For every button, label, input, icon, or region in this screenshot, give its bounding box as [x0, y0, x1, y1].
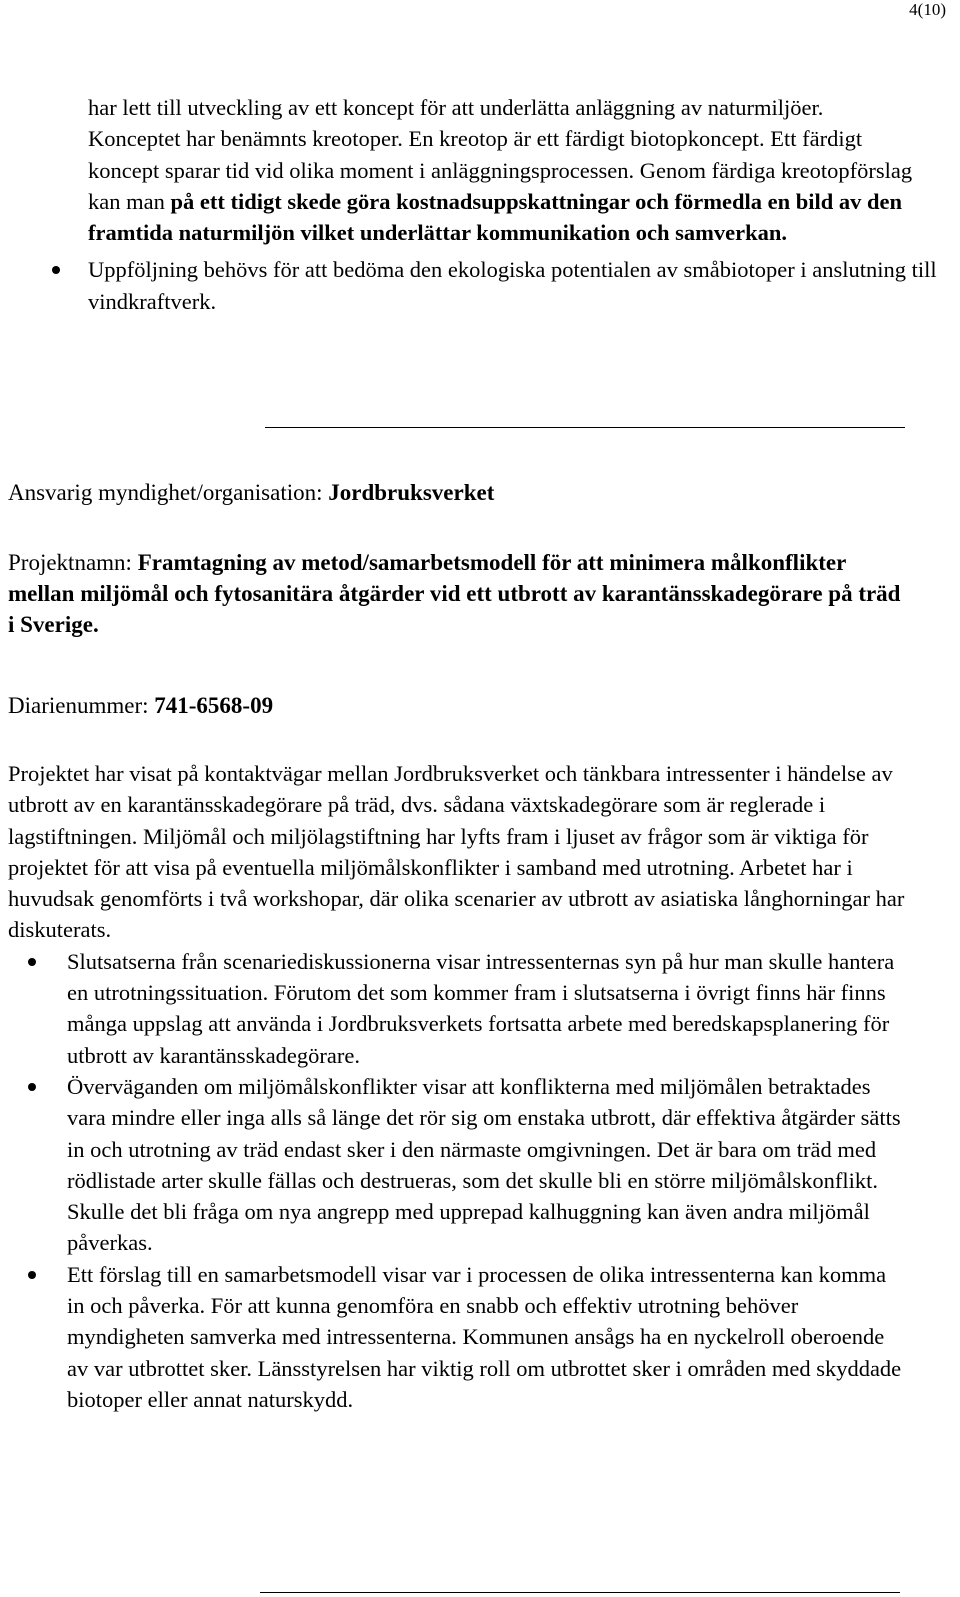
project-name: [8, 547, 908, 640]
continued-paragraph-bold-text: på ett tidigt skede göra kostnadsuppskattningar och förmedla en bild av den framtida naturmiljön vilket underlättar kommunikation och samverkan.: [88, 188, 903, 246]
list-item-text: Slutsatserna från scenariediskussionerna visar intressenternas syn på hur man skulle hantera en utrotningssituation. Förutom det som kommer fram i slutsatserna i övrigt finns här finns många uppslag att använda i Jordbruksverkets fortsatta arbete med beredskapsplanering för utbrott av karantänsskadegörare.: [67, 948, 895, 1068]
authority-label: Ansvarig myndighet/organisation:: [8, 480, 329, 505]
diary-number-label: Diarienummer:: [8, 693, 155, 718]
section-divider: [265, 427, 905, 428]
list-item-text: Ett förslag till en samarbetsmodell visar var i processen de olika intressenterna kan komma in och påverka. För att kunna genomföra en snabb och effektiv utrotning behöver myndigheten samverka med intressenterna. Kommunen ansågs ha en nyckelroll oberoende av var utbrottet sker. Länsstyrelsen har viktig roll om utbrottet sker i områden med skyddade biotoper eller annat naturskydd.: [67, 1261, 902, 1412]
diary-number-value: 741-6568-09: [154, 693, 274, 718]
project-name-value: Framtagning av metod/samarbetsmodell för att minimera målkonflikter mellan miljömål och fytosanitära åtgärder vid ett utbrott av karantänsskadegörare på träd i Sverige.: [8, 550, 901, 637]
bullet-icon: [28, 1271, 36, 1279]
section-divider: [260, 1592, 900, 1593]
list-item-text: Överväganden om miljömålskonflikter visar att konflikterna med miljömålen betraktades vara mindre eller inga alls så länge det rör sig om enstaka utbrott, där effektiva åtgärder sätts in och utrotning av träd endast sker i den närmaste omgivningen. Det är bara om träd med rödlistade arter skulle fällas och destrueras, som det skulle bli en större miljömålskonflikt. Skulle det bli fråga om nya angrepp med upprepad kalhuggning kan även andra miljömål påverkas.: [67, 1073, 901, 1256]
continued-paragraph-text: har lett till utveckling av ett koncept för att underlätta anläggning av naturmiljöer. Konceptet har benämnts kreotoper. En kreotop är ett färdigt biotopkoncept. Ett färdigt koncept sparar tid vid olika moment i anläggningsprocessen. Genom färdiga kreotopförslag kan man: [88, 95, 913, 214]
intro-paragraph: Projektet har visat på kontaktvägar mellan Jordbruksverket och tänkbara intressenter i händelse av utbrott av en karantänsskadegörare på träd, dvs. sådana växtskadegörare som är reglerade i lagstiftningen. Miljömål och miljölagstiftning har lyfts fram i ljuset av frågor som är viktiga för projektet för att visa på eventuella miljömålskonflikter i samband med utrotning. Arbetet har i huvudsak genomförts i två workshopar, där olika scenarier av utbrott av asiatiska långhorningar har diskuterats.: [8, 761, 905, 943]
diary-number: [8, 690, 908, 721]
continued-section: [88, 92, 937, 317]
project-name-label: Projektnamn:: [8, 550, 138, 575]
bullet-icon: [28, 958, 36, 966]
continued-paragraph: [88, 92, 918, 248]
list-item-text: Uppföljning behövs för att bedöma den ekologiska potentialen av småbiotoper i anslutning till vindkraftverk.: [88, 257, 937, 314]
findings-list: [8, 946, 908, 1415]
list-item: [8, 1259, 908, 1415]
page-number: 4(10): [909, 0, 946, 19]
list-item: [0, 254, 960, 317]
list-item: [8, 946, 908, 1071]
list-item: [8, 1071, 908, 1259]
authority-value: Jordbruksverket: [328, 480, 495, 505]
bullet-icon: [28, 1083, 36, 1091]
bullet-icon: [52, 266, 60, 274]
responsible-authority: [8, 477, 908, 508]
project-description: [8, 758, 908, 1415]
